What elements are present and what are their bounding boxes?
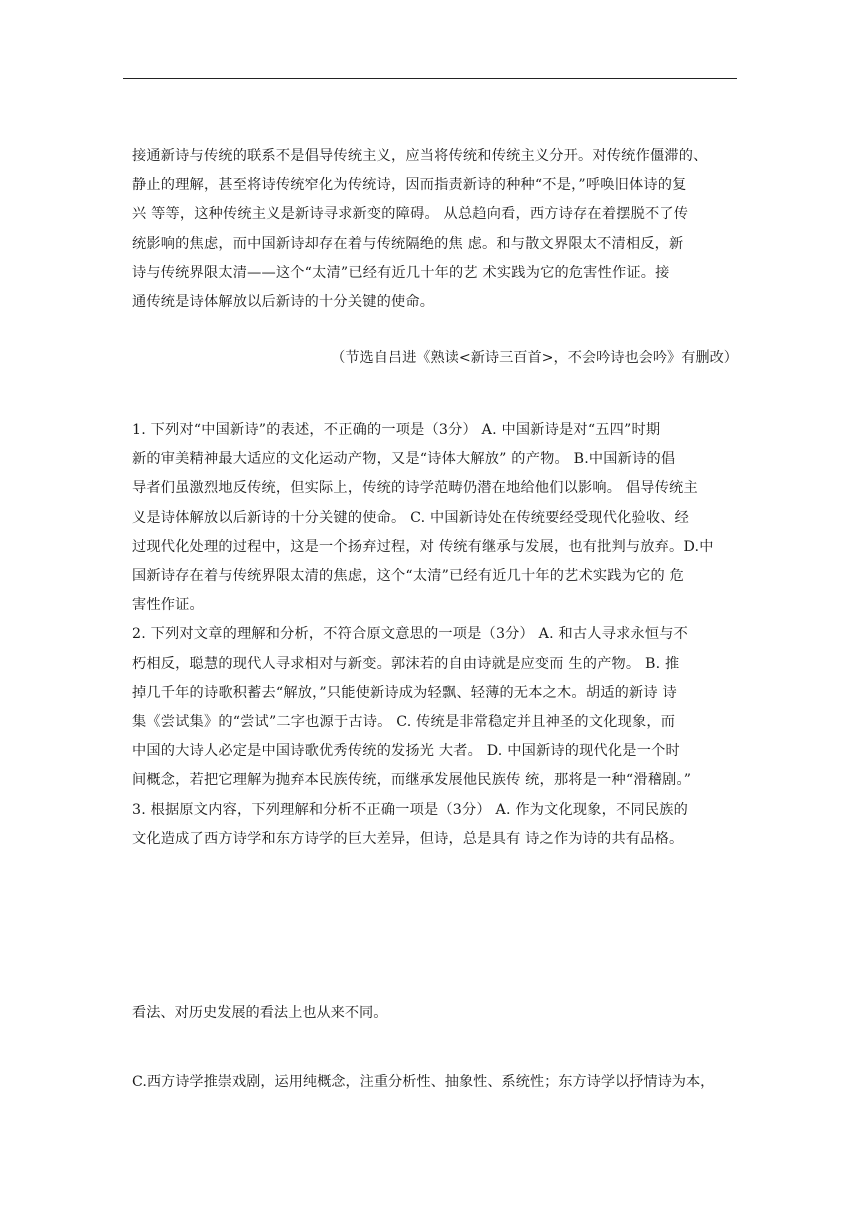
source-citation: （节选自吕进《熟读<新诗三百首>，不会吟诗也会吟》有删改） xyxy=(331,350,738,366)
question-line: 2. 下列对文章的理解和分析，不符合原文意思的一项是（3分） A. 和古人寻求永恒与不 xyxy=(132,626,689,643)
question-line: 害性作证。 xyxy=(132,597,204,614)
questions-text xyxy=(132,416,738,854)
passage-line: 接通新诗与传统的联系不是倡导传统主义，应当将传统和传统主义分开。对传统作僵滞的、 xyxy=(132,148,708,164)
continuation-line: 看法、对历史发展的看法上也从来不同。 xyxy=(132,1005,388,1021)
question-line: 集《尝试集》的“尝试”二字也源于古诗。 C. 传统是非常稳定并且神圣的文化现象，而 xyxy=(132,714,676,731)
question-line: 新的审美精神最大适应的文化运动产物，又是“诗体大解放” 的产物。 B.中国新诗的倡 xyxy=(132,451,676,468)
question-line: 义是诗体解放以后新诗的十分关键的使命。 C. 中国新诗处在传统要经受现代化验收、经 xyxy=(132,509,690,526)
question-line: 1. 下列对“中国新诗”的表述，不正确的一项是（3分） A. 中国新诗是对“五四”时期 xyxy=(132,422,661,438)
passage-line: 静止的理解，甚至将诗传统窄化为传统诗，因而指责新诗的种种“不是，”呼唤旧体诗的复 xyxy=(132,177,687,194)
question-line: 朽相反，聪慧的现代人寻求相对与新变。郭沫若的自由诗就是应变而 生的产物。 B. 推 xyxy=(132,655,680,672)
question-line: 文化造成了西方诗学和东方诗学的巨大差异，但诗，总是具有 诗之作为诗的共有品格。 xyxy=(132,830,684,847)
question-line: 间概念，若把它理解为抛弃本民族传统，而继承发展他民族传 统，那将是一种“滑稽剧。” xyxy=(132,772,692,789)
question-line: 国新诗存在着与传统界限太清的焦虑，这个“太清”已经有近几十年的艺术实践为它的 危 xyxy=(132,568,684,585)
passage-line: 通传统是诗体解放以后新诗的十分关键的使命。 xyxy=(132,294,435,311)
passage-line: 兴 等等，这种传统主义是新诗寻求新变的障碍。 从总趋向看，西方诗存在着摆脱不了传 xyxy=(132,206,689,223)
passage-line: 统影响的焦虑，而中国新诗却存在着与传统隔绝的焦 虑。和与散文界限太不清相反，新 xyxy=(132,235,684,252)
question-line: 3. 根据原文内容，下列理解和分析不正确一项是（3分） A. 作为文化现象，不同民族的 xyxy=(132,801,689,818)
question-line: 掉几千年的诗歌积蓄去“解放，”只能使新诗成为轻飘、轻薄的无本之木。胡适的新诗 诗 xyxy=(132,684,677,701)
option-c-line: C.西方诗学推崇戏剧，运用纯概念，注重分析性、抽象性、系统性；东方诗学以抒情诗为本， xyxy=(132,1074,715,1090)
question-line: 中国的大诗人必定是中国诗歌优秀传统的发扬光 大者。 D. 中国新诗的现代化是一个时 xyxy=(132,743,680,760)
question-line: 导者们虽激烈地反传统，但实际上，传统的诗学范畴仍潜在地给他们以影响。 倡导传统主 xyxy=(132,480,698,497)
passage-text xyxy=(132,142,738,317)
passage-line: 诗与传统界限太清——这个“太清”已经有近几十年的艺 术实践为它的危害性作证。接 xyxy=(132,264,670,281)
header-rule xyxy=(123,78,737,79)
question-line: 过现代化处理的过程中，这是一个扬弃过程，对 传统有继承与发展，也有批判与放弃。D.中 xyxy=(132,538,714,555)
